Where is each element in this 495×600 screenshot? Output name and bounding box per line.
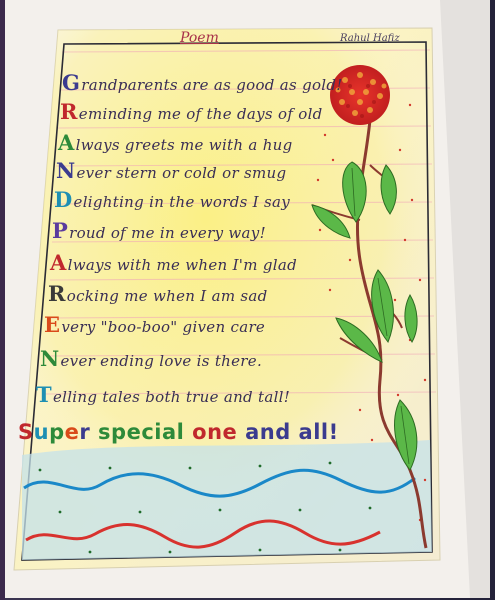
- line-text: very "boo-boo" given care: [61, 318, 266, 336]
- author-signature: Rahul Hafiz: [340, 33, 400, 44]
- line-initial: R: [48, 281, 66, 306]
- poem-line: [52, 218, 362, 243]
- closing-part: p: [49, 420, 65, 444]
- line-initial: R: [60, 99, 78, 124]
- line-text: ever ending love is there.: [60, 352, 263, 370]
- poem-title: Poem: [180, 30, 219, 46]
- closing-part: u: [33, 420, 50, 444]
- line-text: ever stern or cold or smug: [76, 164, 287, 182]
- line-initial: N: [40, 346, 60, 371]
- closing-line: [18, 420, 398, 444]
- poem-line: [40, 346, 350, 371]
- line-text: eminding me of the days of old: [78, 105, 323, 123]
- line-initial: N: [56, 158, 76, 183]
- line-text: elling tales both true and tall!: [52, 388, 291, 406]
- poem-line: [60, 99, 370, 124]
- line-initial: T: [36, 382, 52, 407]
- poem-line: [54, 187, 364, 212]
- closing-part: e: [64, 420, 80, 444]
- line-initial: G: [62, 70, 81, 95]
- closing-part: r: [79, 420, 99, 444]
- poem-line: [58, 130, 368, 155]
- closing-part: S: [18, 420, 34, 444]
- poem-line: [50, 250, 360, 275]
- line-initial: A: [58, 130, 75, 155]
- closing-part: one: [192, 420, 246, 444]
- line-text: ocking me when I am sad: [66, 287, 268, 305]
- closing-part: special: [98, 420, 193, 444]
- line-text: randparents are as good as gold!: [81, 76, 343, 94]
- poem-line: [56, 158, 366, 183]
- line-initial: P: [52, 218, 69, 243]
- line-initial: D: [54, 187, 73, 212]
- closing-part: and all!: [245, 420, 339, 444]
- poem-line: [48, 281, 358, 306]
- line-initial: E: [44, 312, 61, 337]
- line-text: roud of me in every way!: [69, 224, 266, 242]
- line-initial: A: [50, 250, 67, 275]
- line-text: lways with me when I'm glad: [67, 256, 297, 274]
- poem-line: [62, 70, 372, 95]
- line-text: elighting in the words I say: [73, 193, 290, 211]
- poem-line: [36, 382, 346, 407]
- line-text: lways greets me with a hug: [75, 136, 293, 154]
- poem-line: [44, 312, 354, 337]
